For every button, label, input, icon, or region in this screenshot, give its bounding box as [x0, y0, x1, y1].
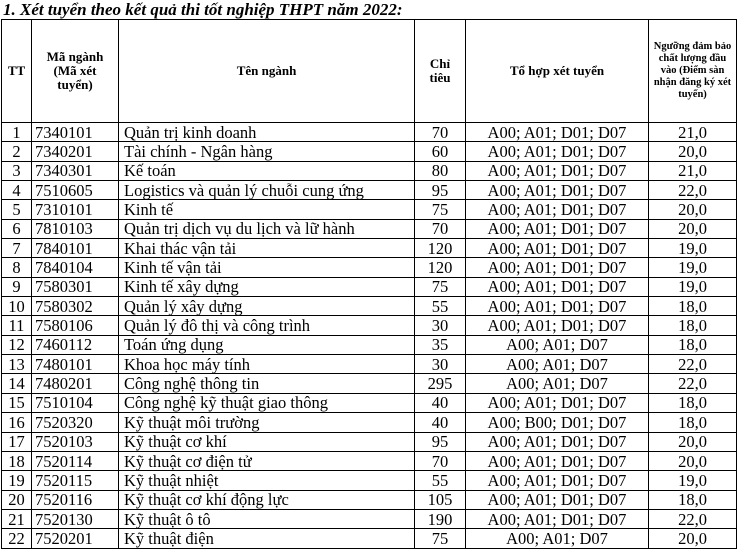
row-index: 9	[2, 277, 32, 296]
threshold-score: 18,0	[649, 393, 737, 412]
table-row	[2, 335, 737, 354]
row-index: 5	[2, 200, 32, 219]
row-index: 12	[2, 335, 32, 354]
major-code: 7520114	[32, 451, 119, 470]
row-index: 10	[2, 297, 32, 316]
threshold-score: 22,0	[649, 509, 737, 528]
subject-combination: A00; A01; D07	[466, 374, 649, 393]
table-row	[2, 471, 737, 490]
subject-combination: A00; A01; D01; D07	[466, 161, 649, 180]
row-index: 14	[2, 374, 32, 393]
threshold-score: 18,0	[649, 413, 737, 432]
quota: 75	[415, 529, 466, 548]
major-name: Kinh tế xây dựng	[119, 277, 415, 296]
major-name: Kỹ thuật cơ khí	[119, 432, 415, 451]
major-name: Khai thác vận tải	[119, 239, 415, 258]
quota: 40	[415, 393, 466, 412]
threshold-score: 18,0	[649, 490, 737, 509]
threshold-score: 20,0	[649, 142, 737, 161]
threshold-score: 19,0	[649, 258, 737, 277]
row-index: 17	[2, 432, 32, 451]
major-name: Kỹ thuật môi trường	[119, 413, 415, 432]
row-index: 15	[2, 393, 32, 412]
row-index: 3	[2, 161, 32, 180]
quota: 295	[415, 374, 466, 393]
major-code: 7520103	[32, 432, 119, 451]
quota: 55	[415, 471, 466, 490]
subject-combination: A00; A01; D01; D07	[466, 200, 649, 219]
major-name: Quản lý đô thị và công trình	[119, 316, 415, 335]
major-code: 7580106	[32, 316, 119, 335]
row-index: 22	[2, 529, 32, 548]
major-code: 7340201	[32, 142, 119, 161]
row-index: 11	[2, 316, 32, 335]
table-row	[2, 239, 737, 258]
table-row	[2, 529, 737, 548]
subject-combination: A00; A01; D01; D07	[466, 258, 649, 277]
table-row	[2, 161, 737, 180]
subject-combination: A00; A01; D07	[466, 335, 649, 354]
subject-combination: A00; A01; D01; D07	[466, 393, 649, 412]
col-header-threshold: Ngưỡng đảm bảo chất lượng đầu vào (Điểm sàn nhận đăng ký xét tuyển)	[649, 20, 737, 123]
col-header-code: Mã ngành (Mã xét tuyển)	[32, 20, 119, 123]
threshold-score: 18,0	[649, 335, 737, 354]
table-row	[2, 200, 737, 219]
major-code: 7340101	[32, 123, 119, 142]
threshold-score: 19,0	[649, 239, 737, 258]
quota: 95	[415, 181, 466, 200]
subject-combination: A00; A01; D01; D07	[466, 297, 649, 316]
row-index: 18	[2, 451, 32, 470]
col-header-quota: Chỉ tiêu	[415, 20, 466, 123]
major-name: Kỹ thuật ô tô	[119, 509, 415, 528]
quota: 70	[415, 451, 466, 470]
table-row	[2, 142, 737, 161]
admission-table	[1, 19, 737, 549]
quota: 105	[415, 490, 466, 509]
quota: 30	[415, 355, 466, 374]
row-index: 19	[2, 471, 32, 490]
col-header-tt: TT	[2, 20, 32, 123]
col-header-combo: Tổ hợp xét tuyển	[466, 20, 649, 123]
table-row	[2, 297, 737, 316]
table-row	[2, 355, 737, 374]
quota: 60	[415, 142, 466, 161]
subject-combination: A00; A01; D01; D07	[466, 316, 649, 335]
subject-combination: A00; A01; D01; D07	[466, 277, 649, 296]
subject-combination: A00; A01; D01; D07	[466, 490, 649, 509]
row-index: 8	[2, 258, 32, 277]
threshold-score: 22,0	[649, 181, 737, 200]
subject-combination: A00; B00; D01; D07	[466, 413, 649, 432]
threshold-score: 20,0	[649, 451, 737, 470]
major-name: Kỹ thuật điện	[119, 529, 415, 548]
major-code: 7840101	[32, 239, 119, 258]
table-row	[2, 219, 737, 238]
major-name: Quản trị dịch vụ du lịch và lữ hành	[119, 219, 415, 238]
row-index: 13	[2, 355, 32, 374]
row-index: 21	[2, 509, 32, 528]
table-row	[2, 490, 737, 509]
threshold-score: 22,0	[649, 355, 737, 374]
subject-combination: A00; A01; D01; D07	[466, 432, 649, 451]
major-code: 7580302	[32, 297, 119, 316]
table-row	[2, 123, 737, 142]
major-code: 7810103	[32, 219, 119, 238]
threshold-score: 20,0	[649, 529, 737, 548]
quota: 70	[415, 219, 466, 238]
table-row	[2, 277, 737, 296]
major-name: Công nghệ thông tin	[119, 374, 415, 393]
major-code: 7480101	[32, 355, 119, 374]
threshold-score: 21,0	[649, 161, 737, 180]
major-name: Kinh tế vận tải	[119, 258, 415, 277]
row-index: 16	[2, 413, 32, 432]
major-code: 7310101	[32, 200, 119, 219]
major-code: 7520115	[32, 471, 119, 490]
threshold-score: 22,0	[649, 374, 737, 393]
table-row	[2, 432, 737, 451]
major-name: Khoa học máy tính	[119, 355, 415, 374]
quota: 35	[415, 335, 466, 354]
major-code: 7480201	[32, 374, 119, 393]
row-index: 6	[2, 219, 32, 238]
quota: 75	[415, 200, 466, 219]
major-code: 7340301	[32, 161, 119, 180]
col-header-name: Tên ngành	[119, 20, 415, 123]
major-name: Kỹ thuật cơ điện tử	[119, 451, 415, 470]
subject-combination: A00; A01; D07	[466, 355, 649, 374]
table-row	[2, 451, 737, 470]
quota: 120	[415, 258, 466, 277]
subject-combination: A00; A01; D01; D07	[466, 123, 649, 142]
major-code: 7520130	[32, 509, 119, 528]
quota: 95	[415, 432, 466, 451]
quota: 40	[415, 413, 466, 432]
subject-combination: A00; A01; D01; D07	[466, 181, 649, 200]
quota: 80	[415, 161, 466, 180]
quota: 190	[415, 509, 466, 528]
major-code: 7510605	[32, 181, 119, 200]
major-code: 7460112	[32, 335, 119, 354]
major-code: 7580301	[32, 277, 119, 296]
major-code: 7510104	[32, 393, 119, 412]
threshold-score: 20,0	[649, 432, 737, 451]
subject-combination: A00; A01; D01; D07	[466, 471, 649, 490]
table-row	[2, 316, 737, 335]
major-name: Logistics và quản lý chuỗi cung ứng	[119, 181, 415, 200]
major-name: Kế toán	[119, 161, 415, 180]
major-name: Công nghệ kỹ thuật giao thông	[119, 393, 415, 412]
row-index: 7	[2, 239, 32, 258]
section-heading: 1. Xét tuyển theo kết quả thi tốt nghiệp THPT năm 2022:	[3, 0, 403, 19]
threshold-score: 18,0	[649, 316, 737, 335]
row-index: 20	[2, 490, 32, 509]
quota: 55	[415, 297, 466, 316]
quota: 70	[415, 123, 466, 142]
subject-combination: A00; A01; D07	[466, 529, 649, 548]
major-code: 7840104	[32, 258, 119, 277]
table-row	[2, 509, 737, 528]
threshold-score: 21,0	[649, 123, 737, 142]
threshold-score: 18,0	[649, 297, 737, 316]
table-row	[2, 374, 737, 393]
major-name: Kỹ thuật cơ khí động lực	[119, 490, 415, 509]
major-name: Toán ứng dụng	[119, 335, 415, 354]
table-row	[2, 258, 737, 277]
subject-combination: A00; A01; D01; D07	[466, 509, 649, 528]
row-index: 2	[2, 142, 32, 161]
threshold-score: 20,0	[649, 200, 737, 219]
row-index: 1	[2, 123, 32, 142]
quota: 30	[415, 316, 466, 335]
subject-combination: A00; A01; D01; D07	[466, 451, 649, 470]
quota: 75	[415, 277, 466, 296]
major-name: Quản trị kinh doanh	[119, 123, 415, 142]
quota: 120	[415, 239, 466, 258]
threshold-score: 19,0	[649, 471, 737, 490]
table-row	[2, 413, 737, 432]
subject-combination: A00; A01; D01; D07	[466, 239, 649, 258]
major-name: Tài chính - Ngân hàng	[119, 142, 415, 161]
row-index: 4	[2, 181, 32, 200]
major-name: Kỹ thuật nhiệt	[119, 471, 415, 490]
threshold-score: 20,0	[649, 219, 737, 238]
major-name: Kinh tế	[119, 200, 415, 219]
subject-combination: A00; A01; D01; D07	[466, 219, 649, 238]
major-code: 7520320	[32, 413, 119, 432]
major-code: 7520201	[32, 529, 119, 548]
threshold-score: 19,0	[649, 277, 737, 296]
major-code: 7520116	[32, 490, 119, 509]
table-row	[2, 181, 737, 200]
major-name: Quản lý xây dựng	[119, 297, 415, 316]
table-row	[2, 393, 737, 412]
subject-combination: A00; A01; D01; D07	[466, 142, 649, 161]
